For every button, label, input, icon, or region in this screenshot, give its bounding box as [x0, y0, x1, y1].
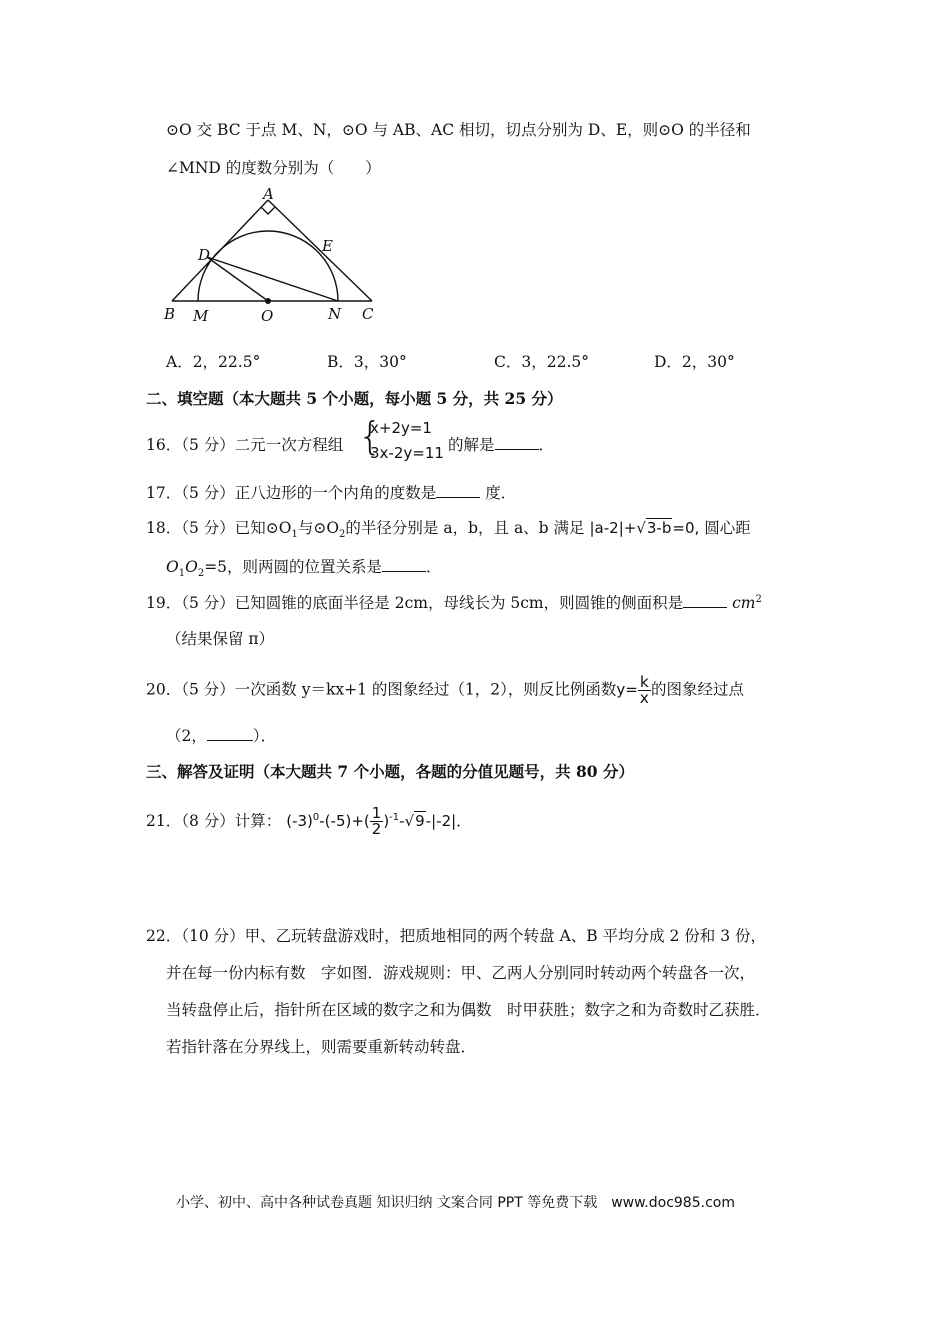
q17-blank: [436, 483, 480, 498]
q19-line1: 19．（5 分）已知圆锥的底面半径是 2cm，母线长为 5cm，则圆锥的侧面积是 $cm^2$: [146, 593, 762, 612]
section3-heading: 三、解答及证明（本大题共 7 个小题，各题的分值见题号，共 80 分）: [146, 762, 634, 781]
section2-heading: 二、填空题（本大题共 5 个小题，每小题 5 分，共 25 分）: [146, 389, 563, 408]
q20-blank: [207, 726, 253, 741]
label-d: D: [198, 246, 211, 264]
q17: 17．（5 分）正八边形的一个内角的度数是 度．: [146, 484, 517, 502]
label-a: A: [263, 188, 274, 203]
center-dot: [265, 298, 271, 304]
q16-eq1: x+2y=1: [370, 419, 432, 437]
q15-line1: ⊙O 交 BC 于点 M、N，⊙O 与 AB、AC 相切，切点分别为 D、E，则⊙O 的半径和: [166, 121, 751, 139]
option-a: A．2，22.5°: [166, 353, 261, 371]
q18-line2: $O_1O_2=5$，则两圆的位置关系是 ．: [166, 558, 442, 580]
q20-line1: 20．（5 分）一次函数 y＝kx+1 的图象经过（1，2），则反比例函数y= $\frac{k}{x}$ 的图象经过点: [146, 673, 744, 707]
q21-expression: $(-3)^0-(-5)+$( $\frac{1}{2}$ )$^{-1}$-√9-|-2|: [286, 804, 457, 838]
label-b: B: [164, 305, 176, 323]
label-n: N: [328, 305, 342, 323]
segment-do: [207, 257, 268, 301]
q16-brace: {: [358, 414, 383, 458]
q15-line2: ∠MND 的度数分别为（ ）: [166, 159, 381, 177]
q18-blank: [382, 557, 426, 572]
right-angle-mark: [261, 207, 275, 214]
q18-line1: 18．（5 分）已知$⊙O_1$与$⊙O_2$的半径分别是 a，b，且 a、b 满足 |a-2|+√3-b=0, 圆心距: [146, 519, 751, 541]
q16-tail: 的解是 ．: [448, 436, 555, 454]
label-c: C: [362, 305, 374, 323]
q22-line2: 并在每一份内标有数 字如图．游戏规则：甲、乙两人分别同时转动两个转盘各一次，: [166, 964, 756, 982]
footer: 小学、初中、高中各种试卷真题 知识归纳 文案合同 PPT 等免费下载 www.doc985.com: [176, 1195, 735, 1211]
segment-ac: [268, 200, 372, 301]
q16-blank: [495, 435, 539, 450]
q22-line4: 若指针落在分界线上，则需要重新转动转盘．: [166, 1038, 477, 1056]
q20-line2: （2， ）．: [166, 727, 277, 745]
option-c: C．3，22.5°: [494, 353, 589, 371]
q22-line1: 22．（10 分）甲、乙玩转盘游戏时，把质地相同的两个转盘 A、B 平均分成 2 份和 3 份，: [146, 927, 767, 945]
geometry-figure: [160, 188, 390, 328]
q18-condition: |a-2|+√3-b=0,: [589, 519, 700, 537]
label-m: M: [193, 307, 209, 325]
q16: 16．（5 分）二元一次方程组: [146, 436, 344, 454]
q21: 21．（8 分）计算： $(-3)^0-(-5)+$( $\frac{1}{2}$ )$^{-1}$-√9-|-2|．: [146, 804, 472, 838]
label-e: E: [322, 237, 333, 255]
q19-blank: [683, 593, 727, 608]
q16-eq2: 3x-2y=11: [370, 444, 444, 462]
option-d: D．2，30°: [654, 353, 735, 371]
label-o: O: [261, 307, 274, 325]
option-b: B．3，30°: [327, 353, 407, 371]
segment-dn: [207, 257, 338, 301]
q19-line2: （结果保留 π）: [166, 630, 275, 648]
q20-fraction: $\frac{k}{x}$: [639, 673, 649, 707]
q22-line3: 当转盘停止后，指针所在区域的数字之和为偶数 时甲获胜；数字之和为奇数时乙获胜．: [166, 1001, 771, 1019]
